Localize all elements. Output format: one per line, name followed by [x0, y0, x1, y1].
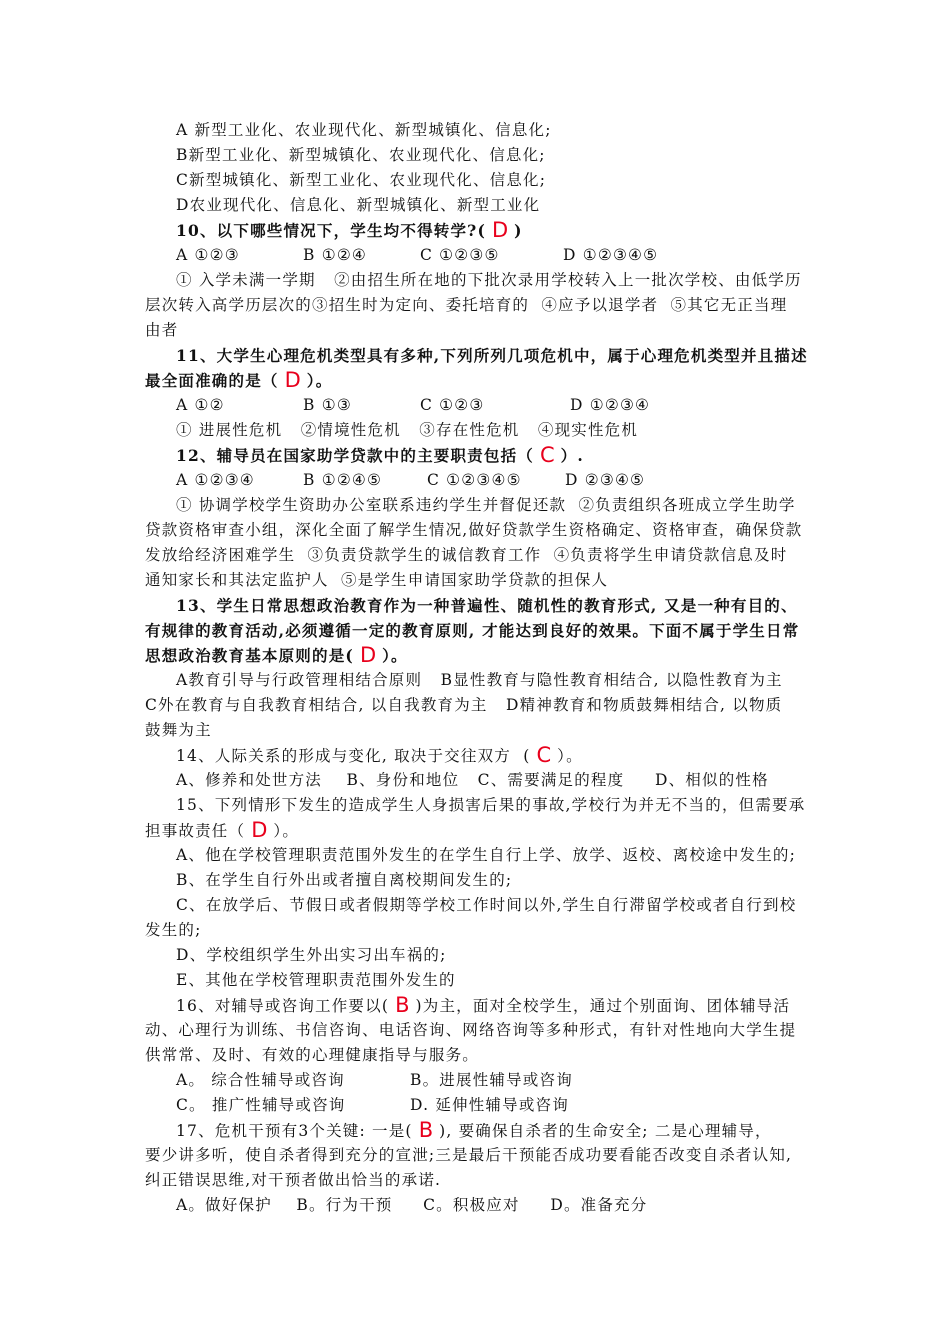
- q10-stem-text: 10、以下哪些情况下，学生均不得转学?(: [176, 221, 486, 240]
- q13-answer: D: [359, 643, 377, 667]
- q16-option-a: A。 综合性辅导或咨询: [176, 1071, 345, 1089]
- q13-stem-line2: 有规律的教育活动,必须遵循一定的教育原则, 才能达到良好的效果。下面不属于学生日常: [145, 621, 800, 640]
- q13-stem-end: ）。: [382, 646, 408, 665]
- q9-option-a: A 新型工业化、农业现代化、新型城镇化、信息化;: [176, 121, 552, 139]
- q17-stem-text: 17、危机干预有3个关键: 一是(: [176, 1122, 413, 1140]
- q15-option-d: D、学校组织学生外出实习出车祸的;: [176, 946, 447, 964]
- q11-option-a: A ①②: [176, 396, 225, 414]
- q10-option-d: D ①②③④⑤: [563, 246, 659, 264]
- q16-option-d: D. 延伸性辅导或咨询: [410, 1096, 569, 1114]
- q16-stem-end: )为主，面对全校学生，通过个别面询、团体辅导活: [415, 997, 791, 1015]
- q14-options: A、修养和处世方法 B、身份和地位 C、需要满足的程度 D、相似的性格: [176, 771, 769, 789]
- q16-stem-text: 16、对辅导或咨询工作要以(: [176, 997, 390, 1015]
- q11-stem-line1: 11、大学生心理危机类型具有多种,下列所列几项危机中，属于心理危机类型并且描述: [176, 346, 808, 365]
- q10-desc-line3: 由者: [145, 321, 179, 339]
- q16-answer: B: [395, 993, 410, 1017]
- q12-option-a: A ①②③④: [176, 471, 255, 489]
- q12-desc-line1: ① 协调学校学生资助办公室联系违约学生并督促还款 ②负责组织各班成立学生助学: [176, 496, 796, 514]
- q10-option-c: C ①②③⑤: [420, 246, 500, 264]
- document-page: [145, 118, 810, 1218]
- q12-desc-line4: 通知家长和其法定监护人 ⑤是学生申请国家助学贷款的担保人: [145, 571, 609, 589]
- q13-stem-text: 思想政治教育基本原则的是(: [145, 646, 354, 665]
- q12-stem: [145, 443, 810, 468]
- q10-option-a: A ①②③: [176, 246, 240, 264]
- q12-desc-line3: 发放给经济困难学生 ③负责贷款学生的诚信教育工作 ④负责将学生申请贷款信息及时: [145, 546, 788, 564]
- q12-option-d: D ②③④⑤: [565, 471, 646, 489]
- q17-options: A。做好保护 B。行为干预 C。积极应对 D。准备充分: [176, 1196, 648, 1214]
- q14-stem-text: 14、人际关系的形成与变化, 取决于交往双方 (: [176, 747, 531, 765]
- q12-answer: C: [539, 443, 555, 467]
- q10-desc-line2: 层次转入高学历层次的③招生时为定向、委托培育的 ④应予以退学者 ⑤其它无正当理: [145, 296, 788, 314]
- q9-option-b: B新型工业化、新型城镇化、农业现代化、信息化;: [176, 146, 546, 164]
- q13-stem-line1: 13、学生日常思想政治教育作为一种普遍性、随机性的教育形式, 又是一种有目的、: [176, 596, 798, 615]
- q12-stem-end: ）.: [560, 446, 584, 465]
- q16-stem-line2: 动、心理行为训练、书信咨询、电话咨询、网络咨询等多种形式，有针对性地向大学生提: [145, 1021, 797, 1039]
- q15-option-c-line2: 发生的;: [145, 921, 202, 939]
- q10-stem-end: ): [514, 221, 523, 240]
- q9-option-d: D农业现代化、信息化、新型城镇化、新型工业化: [176, 196, 541, 214]
- q14-stem: [145, 743, 810, 768]
- q13-options-line3: 鼓舞为主: [145, 721, 212, 739]
- q11-stem-end: ）。: [306, 371, 333, 390]
- q11-desc: ① 进展性危机 ②情境性危机 ③存在性危机 ④现实性危机: [176, 421, 639, 439]
- q10-desc-line1: ① 入学未满一学期 ②由招生所在地的下批次录用学校转入上一批次学校、由低学历: [176, 271, 802, 289]
- q11-stem-text: 最全面准确的是（: [145, 371, 279, 390]
- q15-stem-line2: [145, 818, 810, 843]
- q15-option-a: A、他在学校管理职责范围外发生的在学生自行上学、放学、返校、离校途中发生的;: [176, 846, 797, 864]
- q11-stem-line2: [145, 368, 810, 393]
- q16-stem-line1: [145, 993, 810, 1018]
- q15-answer: D: [251, 818, 268, 842]
- q16-option-c: C。 推广性辅导或咨询: [176, 1096, 346, 1114]
- q15-option-e: E、其他在学校管理职责范围外发生的: [176, 971, 456, 989]
- q15-option-b: B、在学生自行外出或者擅自离校期间发生的;: [176, 871, 513, 889]
- q12-options: [145, 468, 810, 493]
- q17-stem-line3: 纠正错误思维,对干预者做出恰当的承诺.: [145, 1171, 442, 1189]
- q13-options-line2: C外在教育与自我教育相结合, 以自我教育为主 D精神教育和物质鼓舞相结合, 以物质: [145, 696, 783, 714]
- q10-option-b: B ①②④: [303, 246, 368, 264]
- q16-options-row1: [145, 1068, 810, 1093]
- q17-stem-line2: 要少讲多听，使自杀者得到充分的宣泄;三是最后干预能否成功要看能否改变自杀者认知,: [145, 1146, 793, 1164]
- q14-stem-end: ）。: [557, 747, 583, 765]
- q12-desc-line2: 贷款资格审查小组，深化全面了解学生情况,做好贷款学生资格确定、资格审查，确保贷款: [145, 521, 803, 539]
- q17-answer: B: [418, 1118, 434, 1142]
- q16-options-row2: [145, 1093, 810, 1118]
- q14-answer: C: [536, 743, 552, 767]
- q16-option-b: B。进展性辅导或咨询: [410, 1071, 573, 1089]
- q15-option-c-line1: C、在放学后、节假日或者假期等学校工作时间以外,学生自行滞留学校或者自行到校: [176, 896, 797, 914]
- q13-options-line1: A教育引导与行政管理相结合原则 B显性教育与隐性教育相结合, 以隐性教育为主: [176, 671, 783, 689]
- q10-options: [145, 243, 810, 268]
- q12-stem-text: 12、辅导员在国家助学贷款中的主要职责包括（: [176, 446, 534, 465]
- q15-stem-line1: 15、下列情形下发生的造成学生人身损害后果的事故,学校行为并无不当的，但需要承: [176, 796, 806, 814]
- q16-stem-line3: 供常常、及时、有效的心理健康指导与服务。: [145, 1046, 480, 1064]
- q13-stem-line3: [145, 643, 810, 668]
- q11-answer: D: [284, 368, 301, 392]
- q12-option-c: C ①②③④⑤: [427, 471, 522, 489]
- q9-option-c: C新型城镇化、新型工业化、农业现代化、信息化;: [176, 171, 547, 189]
- q10-stem: [145, 218, 810, 243]
- q17-stem-end: ), 要确保自杀者的生命安全; 二是心理辅导，: [439, 1122, 772, 1140]
- q11-options: [145, 393, 810, 418]
- q12-option-b: B ①②④⑤: [303, 471, 383, 489]
- q11-option-c: C ①②③: [420, 396, 485, 414]
- q17-stem-line1: [145, 1118, 810, 1143]
- q15-stem-end: ）。: [273, 822, 300, 840]
- q11-option-b: B ①③: [303, 396, 352, 414]
- q15-stem-text: 担事故责任（: [145, 822, 246, 840]
- q11-option-d: D ①②③④: [570, 396, 651, 414]
- q10-answer: D: [492, 218, 509, 242]
